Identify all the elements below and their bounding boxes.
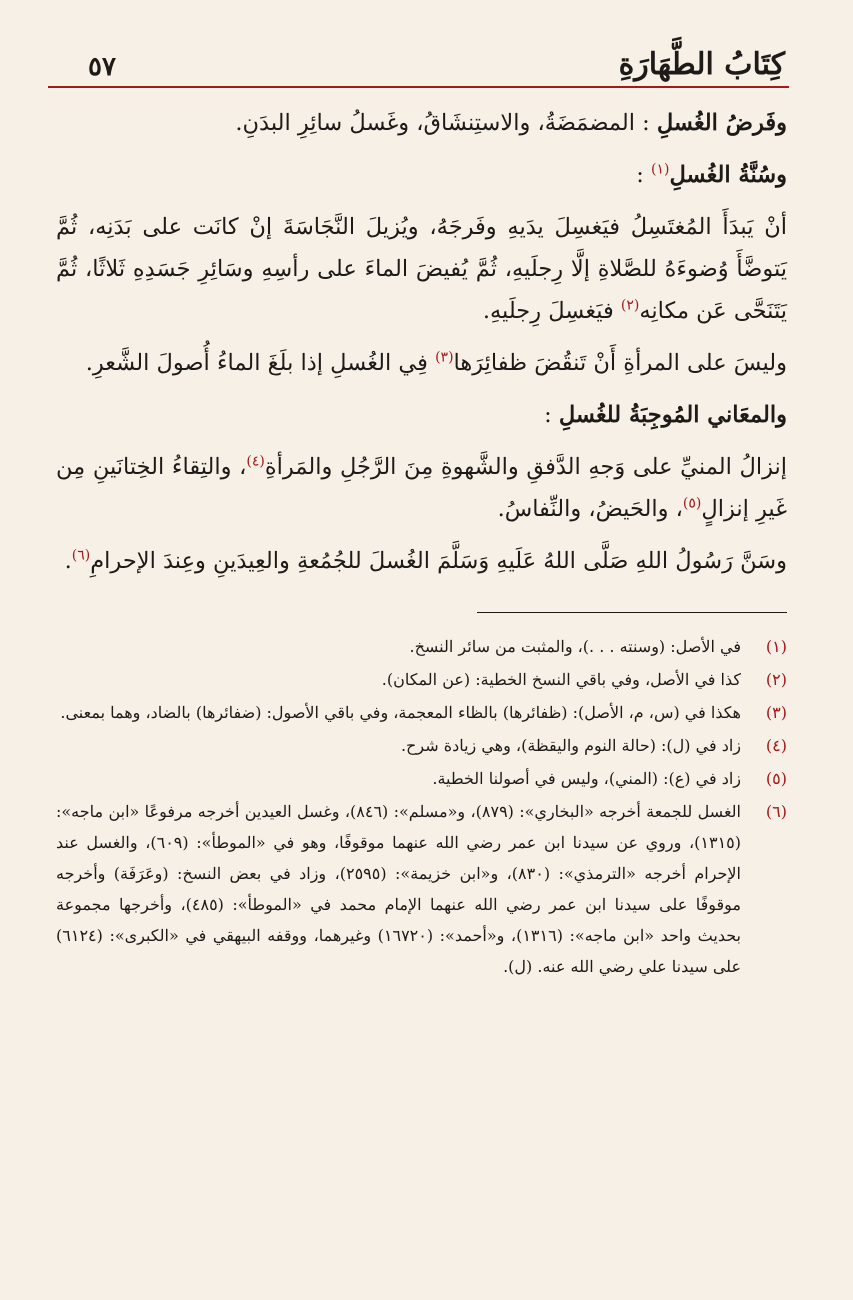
footnote <box>56 763 787 794</box>
section-heading-causes <box>56 394 787 436</box>
paragraph-method <box>56 206 787 332</box>
section-heading-sunnah <box>56 154 787 196</box>
footnote-number: (٢) <box>765 670 787 689</box>
heading-text: وسُنَّةُ الغُسلِ <box>669 162 787 188</box>
footnote-number: (٣) <box>765 703 787 722</box>
paragraph-tail-2: ، والحَيضُ، والنِّفاسُ. <box>497 496 683 522</box>
paragraph-tail: ، والتِقاءُ الخِتانَينِ مِن غَيرِ إنزالٍ <box>56 454 787 522</box>
footnote-ref[interactable]: (٥) <box>682 495 702 512</box>
footnote-text: زاد في (ع): (المني)، وليس في أصولنا الخطية. <box>432 769 741 788</box>
paragraph-text: : المضمَضَةُ، والاستِنشَاقُ، وغَسلُ سائِرِ البدَنِ. <box>235 110 650 136</box>
footnote-number: (٦) <box>765 802 787 821</box>
footnote <box>56 697 787 728</box>
paragraph-fard <box>56 102 787 144</box>
main-text <box>56 102 787 582</box>
footnote-ref[interactable]: (٢) <box>620 297 640 314</box>
running-header <box>48 40 789 88</box>
paragraph-text: وسَنَّ رَسُولُ اللهِ صَلَّى اللهُ عَلَيهِ وَسَلَّمَ الغُسلَ للجُمُعةِ والعِيدَينِ وعِندَ الإحرامِ <box>90 548 787 574</box>
footnote-ref[interactable]: (٦) <box>71 547 91 564</box>
chapter-title: كِتَابُ الطَّهَارَةِ <box>618 47 785 82</box>
paragraph-tail: فِي الغُسلِ إذا بلَغَ الماءُ أُصولَ الشَّعرِ. <box>85 350 436 376</box>
paragraph-text: إنزالُ المنيِّ على وَجهِ الدَّفقِ والشَّهوةِ مِنَ الرَّجُلِ والمَرأةِ <box>264 454 787 480</box>
footnote-ref[interactable]: (١) <box>651 161 670 178</box>
heading-text: والمعَاني المُوجِبَةُ للغُسلِ <box>558 402 787 428</box>
footnote-text: في الأصل: (وسنته . . .)، والمثبت من سائر النسخ. <box>409 637 741 656</box>
heading-tail: : <box>544 402 552 428</box>
paragraph-tail: فيَغسِلَ رِجلَيهِ. <box>482 298 621 324</box>
paragraph-braids <box>56 342 787 384</box>
heading-tail: : <box>636 162 644 188</box>
paragraph-sunnah-ghusl <box>56 540 787 582</box>
footnote <box>56 631 787 662</box>
footnote-text: زاد في (ل): (حالة النوم واليقظة)، وهي زيادة شرح. <box>400 736 741 755</box>
footnote-number: (١) <box>765 637 787 656</box>
footnote-number: (٤) <box>765 736 787 755</box>
paragraph-tail: . <box>64 548 72 574</box>
footnotes <box>56 631 787 982</box>
footnote-text: كذا في الأصل، وفي باقي النسخ الخطية: (عن المكان). <box>381 670 741 689</box>
footnote-ref[interactable]: (٤) <box>246 453 265 470</box>
paragraph-causes <box>56 446 787 530</box>
footnote <box>56 730 787 761</box>
paragraph-lead: وفَرضُ الغُسلِ <box>656 110 787 136</box>
footnote-number: (٥) <box>765 769 787 788</box>
footnote-text: الغسل للجمعة أخرجه «البخاري»: (٨٧٩)، و«مسلم»: (٨٤٦)، وغسل العيدين أخرجه مرفوعًا «ابن ماجه»: (١٣١٥)، وروي عن سيدنا ابن عمر رضي الله عنهما موقوفًا، وهو في «الموطأ»: (٦٠٩)، والغسل عند الإحرام أخرجه «الترمذي»: (٨٣٠)، و«ابن خزيمة»: (٢٥٩٥)، وزاد في بعض النسخ: (وعَرَفَة) وأخرجه موقوفًا على سيدنا ابن عمر رضي الله عنهما الإمام محمد في «الموطأ»: (٤٨٥)، وأخرجها مجموعة بحديث واحد «ابن ماجه»: (١٣١٦)، و«أحمد»: (١٦٧٢٠) وغيرهما، ووقفه البيهقي في «الكبرى»: (٦١٢٤) على سيدنا علي رضي الله عنه. (ل). <box>56 802 742 976</box>
footnote <box>56 664 787 695</box>
paragraph-text: أنْ يَبدَأَ المُغتَسِلُ فيَغسِلَ يدَيهِ وفَرجَهُ، ويُزيلَ النَّجَاسَةَ إنْ كانَت على بَدَنِه، ثُمَّ يَتوضَّأَ وُضوءَهُ للصَّلاةِ إلَّا رِجلَيهِ، ثُمَّ يُفيضَ الماءَ على رأسِهِ وسَائِرِ جَسَدِهِ ثَلاثًا، ثُمَّ يَتَنَحَّى عَن مكانِه <box>56 214 787 324</box>
footnote-text: هكذا في (س، م، الأصل): (ظفائرها) بالظاء المعجمة، وفي باقي الأصول: (ضفائرها) بالضاد، وهما بمعنى. <box>60 703 741 722</box>
paragraph-text: وليسَ على المرأةِ أَنْ تَنقُضَ ظفائِرَها <box>453 350 787 376</box>
footnote-divider <box>477 612 787 613</box>
footnote-ref[interactable]: (٣) <box>435 349 454 366</box>
footnote <box>56 796 787 982</box>
page-number: ٥٧ <box>88 52 116 82</box>
